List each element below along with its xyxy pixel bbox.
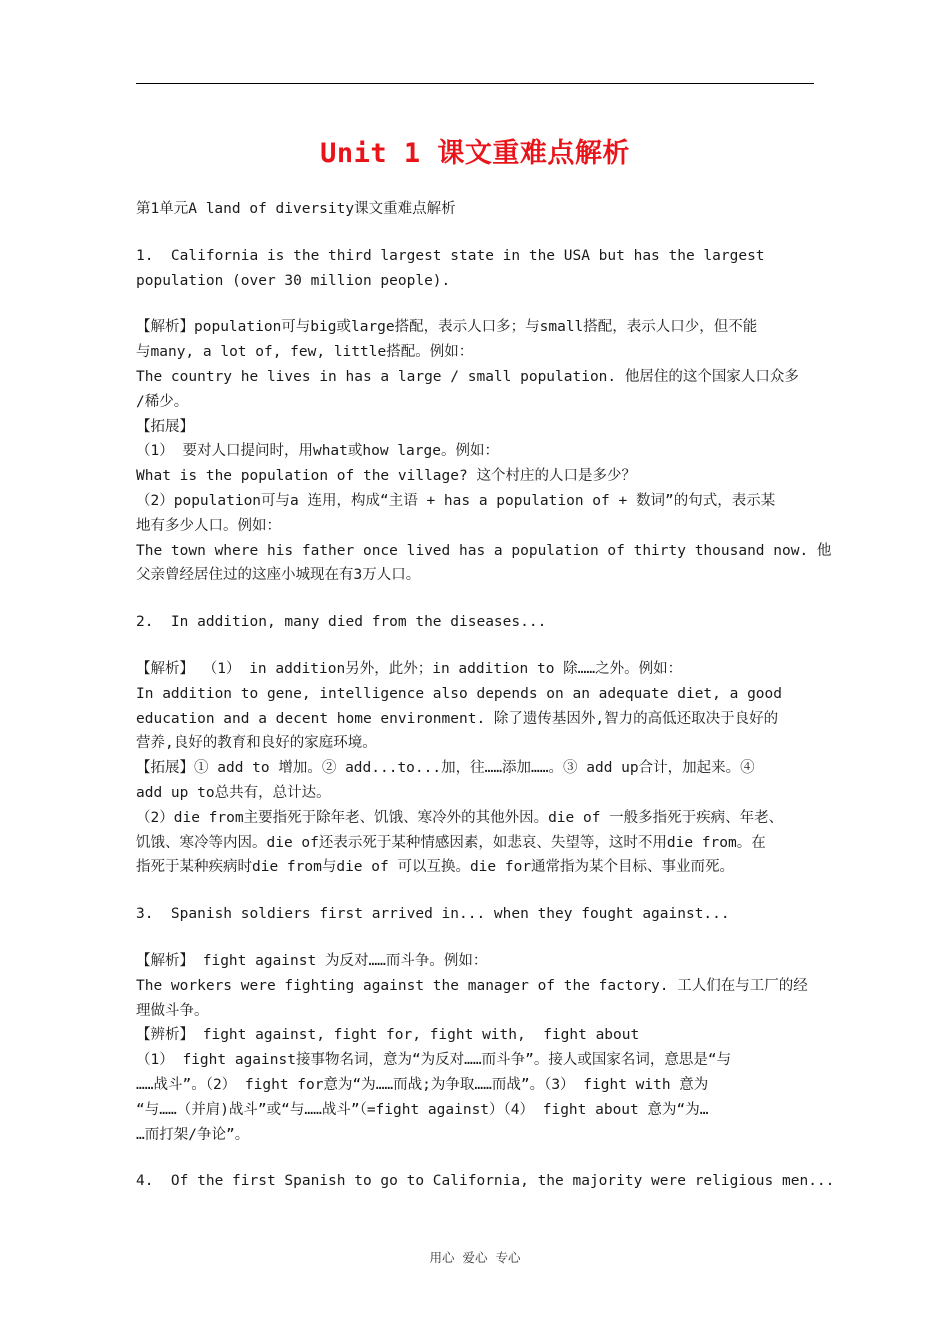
text-line: 【解析】 （1） in addition另外，此外；in addition to 除……之外。例如：	[136, 660, 683, 677]
text-line: 饥饿、寒冷等内因。die of还表示死于某种情感因素，如悲哀、失望等，这时不用die from。在	[136, 834, 766, 851]
text-line: population (over 30 million people).	[136, 272, 451, 289]
blank-line	[136, 1147, 826, 1169]
text-line: add up to总共有，总计达。	[136, 784, 331, 801]
text-line: （2）die from主要指死于除年老、饥饿、寒冷外的其他外因。die of 一般多指死于疾病、年老、	[136, 809, 784, 826]
text-line: The town where his father once lived has a population of thirty thousand now. 他	[136, 542, 832, 559]
text-line: 营养,良好的教育和良好的家庭环境。	[136, 735, 377, 752]
text-line: 【辨析】 fight against, fight for, fight with, fight about	[136, 1027, 640, 1044]
page-title: Unit 1 课文重难点解析	[320, 138, 630, 169]
text-line: 父亲曾经居住过的这座小城现在有3万人口。	[136, 567, 421, 584]
text-line: 1. California is the third largest state in the USA but has the largest	[136, 247, 765, 264]
text-line: 【解析】population可与big或large搭配，表示人口多；与small搭配，表示人口少，但不能	[136, 319, 758, 336]
text-line: In addition to gene, intelligence also depends on an adequate diet, a good	[136, 685, 783, 702]
page-footer: 用心 爱心 专心	[429, 1250, 521, 1265]
text-line: 3. Spanish soldiers first arrived in... when they fought against...	[136, 906, 730, 923]
text-line: …而打架/争论”。	[136, 1126, 250, 1143]
text-line: 【拓展】① add to 增加。② add...to...加，往……添加……。③ add up合计，加起来。④	[136, 760, 755, 777]
text-line: 与many, a lot of, few, little搭配。例如：	[136, 344, 474, 361]
blank-line	[136, 222, 826, 244]
text-line: 【拓展】	[136, 418, 194, 435]
text-line: The workers were fighting against the manager of the factory. 工人们在与工厂的经	[136, 977, 808, 994]
text-line: 【解析】 fight against 为反对……而斗争。例如：	[136, 952, 488, 969]
blank-line	[136, 880, 826, 902]
blank-line	[136, 293, 826, 315]
text-line: 第1单元A land of diversity课文重难点解析	[136, 201, 456, 217]
header-rule	[136, 83, 814, 84]
text-line: 4. Of the first Spanish to go to California, the majority were religious men...	[136, 1173, 835, 1190]
text-line: 指死于某种疾病时die from与die of 可以互换。die for通常指为某个目标、事业而死。	[136, 859, 735, 876]
text-line: 地有多少人口。例如：	[136, 517, 281, 534]
text-line: 2. In addition, many died from the diseases...	[136, 614, 547, 631]
text-line: The country he lives in has a large / small population. 他居住的这个国家人口众多	[136, 368, 799, 385]
text-line: ……战斗”。（2） fight for意为“为……而战;为争取……而战”。（3） fight with 意为	[136, 1076, 709, 1093]
text-line: （1） 要对人口提问时，用what或how large。例如：	[136, 443, 499, 460]
text-line: What is the population of the village? 这个村庄的人口是多少？	[136, 468, 636, 485]
text-line: （1） fight against接事物名词，意为“为反对……而斗争”。接人或国家名词，意思是“与	[136, 1052, 732, 1069]
text-line: education and a decent home environment. 除了遗传基因外,智力的高低还取决于良好的	[136, 710, 779, 727]
document-body	[136, 197, 835, 1194]
blank-line	[136, 588, 826, 610]
text-line: /稀少。	[136, 393, 189, 410]
text-line: 理做斗争。	[136, 1002, 209, 1019]
text-line: “与……（并肩)战斗”或“与……战斗”（=fight against）（4） fight about 意为“为…	[136, 1101, 709, 1118]
text-line: （2）population可与a 连用，构成“主语 + has a population of + 数词”的句式，表示某	[136, 492, 776, 509]
blank-line	[136, 927, 826, 949]
blank-line	[136, 635, 826, 657]
